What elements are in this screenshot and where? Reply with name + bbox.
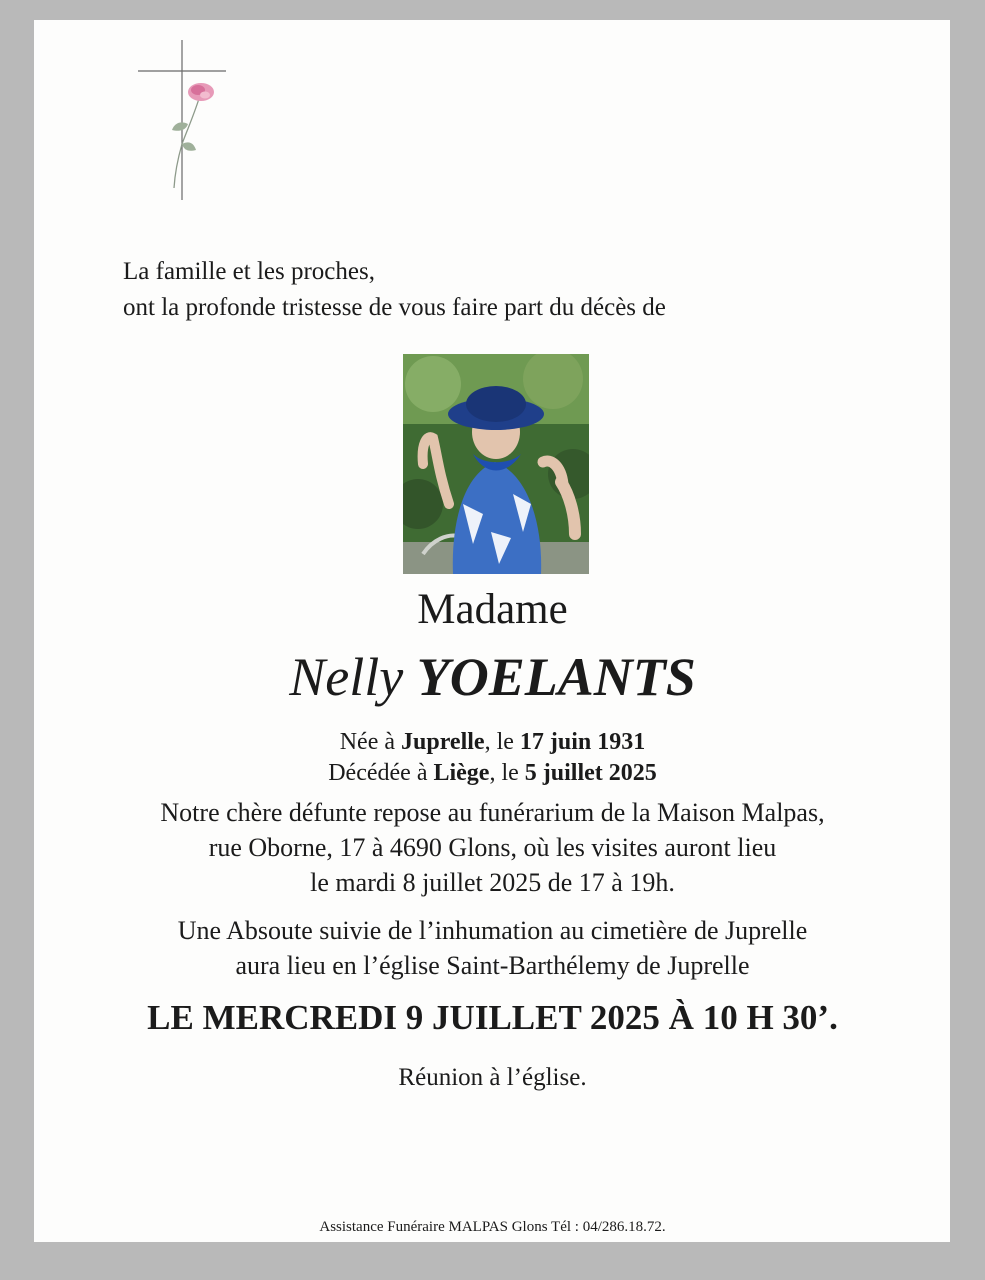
death-date: 5 juillet 2025 [524, 760, 657, 786]
ceremony-line-2: aura lieu en l’église Saint-Barthélemy de Juprelle [235, 951, 750, 980]
death-middle: , le [489, 760, 525, 786]
given-name: Nelly [289, 647, 404, 707]
ceremony-line-1: Une Absoute suivie de l’inhumation au cimetière de Juprelle [177, 916, 808, 945]
cross-with-rose-icon [138, 40, 228, 200]
death-prefix: Décédée à [328, 760, 434, 786]
visitation-info [0, 795, 985, 900]
visitation-line-1: Notre chère défunte repose au funérarium de la Maison Malpas, [160, 798, 825, 827]
footer-credit: Assistance Funéraire MALPAS Glons Tél : 04/286.18.72. [319, 1219, 666, 1235]
ceremony-info [0, 913, 985, 983]
intro-line-1: La famille et les proches, [123, 258, 375, 285]
birth-place: Juprelle [401, 729, 485, 755]
visitation-line-3: le mardi 8 juillet 2025 de 17 à 19h. [310, 868, 675, 897]
portrait-photo [403, 354, 589, 574]
family-name: YOELANTS [416, 647, 696, 707]
ceremony-date: LE MERCREDI 9 JUILLET 2025 À 10 H 30’. [147, 998, 838, 1037]
birth-date: 17 juin 1931 [519, 729, 646, 755]
intro-line-2: ont la profonde tristesse de vous faire part du décès de [123, 294, 666, 321]
intro-text [123, 254, 666, 326]
visitation-line-2: rue Oborne, 17 à 4690 Glons, où les visites auront lieu [208, 833, 777, 862]
birth-middle: , le [484, 729, 520, 755]
death-line [328, 760, 657, 786]
reunion-text: Réunion à l’église. [398, 1064, 587, 1091]
honorific: Madame [417, 586, 568, 633]
vital-dates [0, 727, 985, 789]
birth-prefix: Née à [339, 729, 402, 755]
death-place: Liège [433, 760, 490, 786]
birth-line [340, 729, 646, 755]
deceased-name [0, 645, 985, 709]
